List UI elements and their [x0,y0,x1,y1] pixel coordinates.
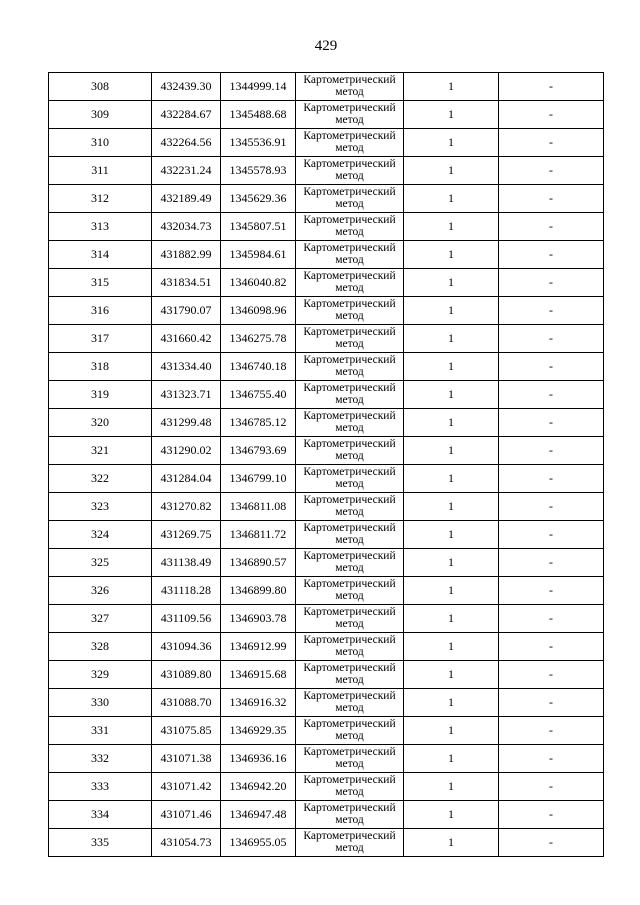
method-cell [296,129,404,157]
method-label-line1: Картометрический [303,606,396,618]
method-label-line1: Картометрический [303,102,396,114]
table-row [49,129,604,157]
y-coordinate-cell: 1346899.80 [221,577,296,605]
method-label-line2: метод [335,366,364,378]
method-cell [296,801,404,829]
note-cell: - [499,493,604,521]
point-number-cell: 324 [49,521,152,549]
method-label-line1: Картометрический [303,438,396,450]
method-label-line2: метод [335,786,364,798]
table-row [49,605,604,633]
table-row [49,381,604,409]
point-number-cell: 308 [49,73,152,101]
method-label-line1: Картометрический [303,270,396,282]
table-row [49,465,604,493]
point-number-cell: 316 [49,297,152,325]
accuracy-cell: 1 [404,297,499,325]
note-cell: - [499,661,604,689]
method-cell [296,297,404,325]
method-label-line1: Картометрический [303,410,396,422]
point-number-cell: 323 [49,493,152,521]
accuracy-cell: 1 [404,801,499,829]
accuracy-cell: 1 [404,381,499,409]
point-number-cell: 318 [49,353,152,381]
table-row [49,297,604,325]
method-label-line2: метод [335,394,364,406]
y-coordinate-cell: 1344999.14 [221,73,296,101]
accuracy-cell: 1 [404,185,499,213]
method-label-line1: Картометрический [303,690,396,702]
y-coordinate-cell: 1346916.32 [221,689,296,717]
note-cell: - [499,437,604,465]
accuracy-cell: 1 [404,521,499,549]
point-number-cell: 309 [49,101,152,129]
x-coordinate-cell: 431109.56 [152,605,221,633]
y-coordinate-cell: 1345807.51 [221,213,296,241]
note-cell: - [499,549,604,577]
y-coordinate-cell: 1346275.78 [221,325,296,353]
method-label-line2: метод [335,702,364,714]
table-row [49,101,604,129]
x-coordinate-cell: 432189.49 [152,185,221,213]
point-number-cell: 322 [49,465,152,493]
note-cell: - [499,633,604,661]
accuracy-cell: 1 [404,241,499,269]
method-label-line2: метод [335,198,364,210]
point-number-cell: 314 [49,241,152,269]
accuracy-cell: 1 [404,829,499,857]
method-label-line2: метод [335,814,364,826]
table-row [49,577,604,605]
table-row [49,689,604,717]
table-row [49,773,604,801]
x-coordinate-cell: 431075.85 [152,717,221,745]
point-number-cell: 331 [49,717,152,745]
accuracy-cell: 1 [404,213,499,241]
method-label-line2: метод [335,226,364,238]
method-label-line1: Картометрический [303,326,396,338]
y-coordinate-cell: 1346915.68 [221,661,296,689]
method-label-line1: Картометрический [303,522,396,534]
x-coordinate-cell: 431094.36 [152,633,221,661]
y-coordinate-cell: 1346811.72 [221,521,296,549]
accuracy-cell: 1 [404,745,499,773]
y-coordinate-cell: 1346929.35 [221,717,296,745]
y-coordinate-cell: 1346890.57 [221,549,296,577]
y-coordinate-cell: 1346799.10 [221,465,296,493]
method-label-line1: Картометрический [303,298,396,310]
x-coordinate-cell: 431118.28 [152,577,221,605]
note-cell: - [499,465,604,493]
method-label-line1: Картометрический [303,578,396,590]
table-row [49,409,604,437]
method-cell [296,241,404,269]
accuracy-cell: 1 [404,717,499,745]
x-coordinate-cell: 431284.04 [152,465,221,493]
method-cell [296,605,404,633]
method-cell [296,157,404,185]
y-coordinate-cell: 1346040.82 [221,269,296,297]
method-cell [296,689,404,717]
accuracy-cell: 1 [404,157,499,185]
accuracy-cell: 1 [404,773,499,801]
method-label-line1: Картометрический [303,718,396,730]
table-row [49,829,604,857]
method-cell [296,325,404,353]
method-label-line2: метод [335,534,364,546]
method-label-line1: Картометрический [303,382,396,394]
method-label-line1: Картометрический [303,774,396,786]
method-label-line2: метод [335,674,364,686]
point-number-cell: 310 [49,129,152,157]
method-label-line1: Картометрический [303,550,396,562]
method-label-line2: метод [335,86,364,98]
x-coordinate-cell: 431269.75 [152,521,221,549]
x-coordinate-cell: 431071.38 [152,745,221,773]
accuracy-cell: 1 [404,661,499,689]
x-coordinate-cell: 431334.40 [152,353,221,381]
note-cell: - [499,409,604,437]
method-label-line2: метод [335,114,364,126]
note-cell: - [499,157,604,185]
method-cell [296,381,404,409]
y-coordinate-cell: 1345488.68 [221,101,296,129]
accuracy-cell: 1 [404,493,499,521]
point-number-cell: 334 [49,801,152,829]
method-label-line2: метод [335,758,364,770]
note-cell: - [499,269,604,297]
y-coordinate-cell: 1346811.08 [221,493,296,521]
note-cell: - [499,381,604,409]
page-number: 429 [314,38,338,54]
x-coordinate-cell: 431088.70 [152,689,221,717]
method-label-line1: Картометрический [303,466,396,478]
point-number-cell: 312 [49,185,152,213]
method-cell [296,521,404,549]
table-row [49,269,604,297]
table-row [49,325,604,353]
method-cell [296,437,404,465]
point-number-cell: 328 [49,633,152,661]
method-label-line1: Картометрический [303,130,396,142]
method-label-line2: метод [335,618,364,630]
y-coordinate-cell: 1345536.91 [221,129,296,157]
method-label-line2: метод [335,142,364,154]
accuracy-cell: 1 [404,73,499,101]
x-coordinate-cell: 432034.73 [152,213,221,241]
note-cell: - [499,297,604,325]
accuracy-cell: 1 [404,129,499,157]
method-label-line2: метод [335,310,364,322]
y-coordinate-cell: 1345578.93 [221,157,296,185]
x-coordinate-cell: 431071.46 [152,801,221,829]
note-cell: - [499,353,604,381]
method-label-line2: метод [335,646,364,658]
point-number-cell: 315 [49,269,152,297]
x-coordinate-cell: 431054.73 [152,829,221,857]
method-label-line1: Картометрический [303,74,396,86]
method-label-line2: метод [335,842,364,854]
accuracy-cell: 1 [404,353,499,381]
x-coordinate-cell: 432439.30 [152,73,221,101]
note-cell: - [499,241,604,269]
method-cell [296,577,404,605]
y-coordinate-cell: 1346955.05 [221,829,296,857]
method-label-line1: Картометрический [303,158,396,170]
point-number-cell: 325 [49,549,152,577]
table-row [49,213,604,241]
table-row [49,521,604,549]
y-coordinate-cell: 1346912.99 [221,633,296,661]
table-row [49,157,604,185]
method-label-line1: Картометрический [303,634,396,646]
method-cell [296,73,404,101]
point-number-cell: 320 [49,409,152,437]
method-cell [296,409,404,437]
point-number-cell: 330 [49,689,152,717]
method-label-line2: метод [335,478,364,490]
method-label-line1: Картометрический [303,186,396,198]
method-label-line1: Картометрический [303,354,396,366]
method-label-line1: Картометрический [303,830,396,842]
note-cell: - [499,829,604,857]
x-coordinate-cell: 431138.49 [152,549,221,577]
method-cell [296,185,404,213]
table-row [49,241,604,269]
method-cell [296,829,404,857]
x-coordinate-cell: 431089.80 [152,661,221,689]
x-coordinate-cell: 431790.07 [152,297,221,325]
x-coordinate-cell: 431270.82 [152,493,221,521]
accuracy-cell: 1 [404,101,499,129]
y-coordinate-cell: 1346785.12 [221,409,296,437]
x-coordinate-cell: 432284.67 [152,101,221,129]
table-row [49,437,604,465]
method-cell [296,717,404,745]
y-coordinate-cell: 1346793.69 [221,437,296,465]
method-cell [296,549,404,577]
note-cell: - [499,185,604,213]
method-label-line1: Картометрический [303,662,396,674]
table-row [49,549,604,577]
accuracy-cell: 1 [404,409,499,437]
accuracy-cell: 1 [404,689,499,717]
y-coordinate-cell: 1346947.48 [221,801,296,829]
method-label-line2: метод [335,730,364,742]
note-cell: - [499,717,604,745]
accuracy-cell: 1 [404,325,499,353]
method-cell [296,213,404,241]
table-row [49,661,604,689]
method-label-line2: метод [335,506,364,518]
x-coordinate-cell: 431290.02 [152,437,221,465]
note-cell: - [499,521,604,549]
accuracy-cell: 1 [404,577,499,605]
y-coordinate-cell: 1346098.96 [221,297,296,325]
method-label-line2: метод [335,282,364,294]
method-cell [296,493,404,521]
accuracy-cell: 1 [404,605,499,633]
method-cell [296,101,404,129]
method-label-line2: метод [335,422,364,434]
method-label-line2: метод [335,590,364,602]
method-label-line2: метод [335,254,364,266]
note-cell: - [499,745,604,773]
y-coordinate-cell: 1346740.18 [221,353,296,381]
y-coordinate-cell: 1345629.36 [221,185,296,213]
method-label-line2: метод [335,562,364,574]
point-number-cell: 317 [49,325,152,353]
note-cell: - [499,773,604,801]
table-row [49,745,604,773]
point-number-cell: 311 [49,157,152,185]
note-cell: - [499,325,604,353]
accuracy-cell: 1 [404,633,499,661]
table-row [49,73,604,101]
table-row [49,717,604,745]
method-label-line1: Картометрический [303,746,396,758]
accuracy-cell: 1 [404,465,499,493]
method-label-line2: метод [335,450,364,462]
table-row [49,353,604,381]
coordinates-table-body [49,73,604,857]
point-number-cell: 329 [49,661,152,689]
method-label-line2: метод [335,170,364,182]
y-coordinate-cell: 1346755.40 [221,381,296,409]
accuracy-cell: 1 [404,437,499,465]
note-cell: - [499,73,604,101]
point-number-cell: 335 [49,829,152,857]
note-cell: - [499,605,604,633]
note-cell: - [499,689,604,717]
y-coordinate-cell: 1345984.61 [221,241,296,269]
method-cell [296,353,404,381]
point-number-cell: 326 [49,577,152,605]
method-label-line2: метод [335,338,364,350]
note-cell: - [499,213,604,241]
method-cell [296,773,404,801]
x-coordinate-cell: 431299.48 [152,409,221,437]
accuracy-cell: 1 [404,549,499,577]
y-coordinate-cell: 1346936.16 [221,745,296,773]
note-cell: - [499,801,604,829]
point-number-cell: 313 [49,213,152,241]
method-label-line1: Картометрический [303,494,396,506]
y-coordinate-cell: 1346942.20 [221,773,296,801]
x-coordinate-cell: 432264.56 [152,129,221,157]
x-coordinate-cell: 431323.71 [152,381,221,409]
note-cell: - [499,129,604,157]
method-cell [296,633,404,661]
x-coordinate-cell: 431660.42 [152,325,221,353]
note-cell: - [499,101,604,129]
method-cell [296,269,404,297]
method-cell [296,745,404,773]
x-coordinate-cell: 431834.51 [152,269,221,297]
table-row [49,633,604,661]
point-number-cell: 321 [49,437,152,465]
method-cell [296,661,404,689]
coordinates-table [48,72,604,857]
y-coordinate-cell: 1346903.78 [221,605,296,633]
x-coordinate-cell: 431882.99 [152,241,221,269]
accuracy-cell: 1 [404,269,499,297]
point-number-cell: 332 [49,745,152,773]
method-label-line1: Картометрический [303,242,396,254]
x-coordinate-cell: 431071.42 [152,773,221,801]
method-cell [296,465,404,493]
method-label-line1: Картометрический [303,214,396,226]
table-row [49,801,604,829]
table-row [49,493,604,521]
method-label-line1: Картометрический [303,802,396,814]
x-coordinate-cell: 432231.24 [152,157,221,185]
point-number-cell: 327 [49,605,152,633]
point-number-cell: 319 [49,381,152,409]
note-cell: - [499,577,604,605]
table-row [49,185,604,213]
point-number-cell: 333 [49,773,152,801]
